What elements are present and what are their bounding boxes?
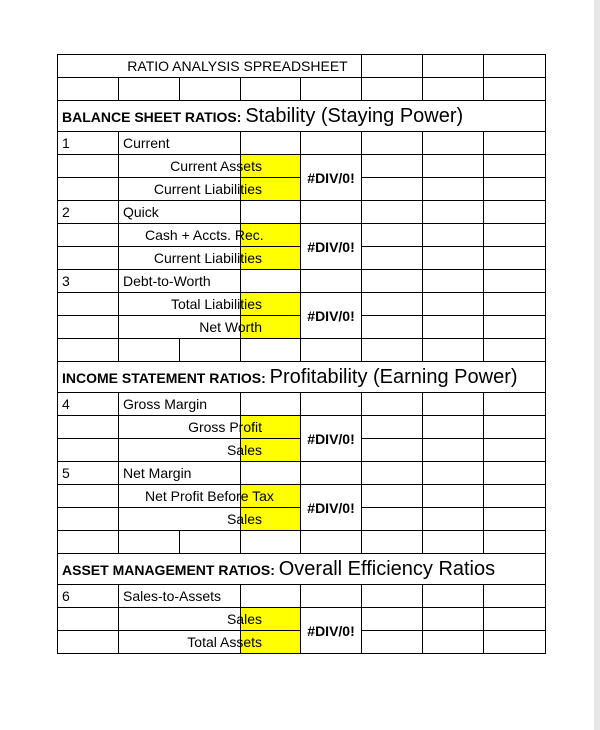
denominator-label: Net Worth <box>119 316 241 339</box>
cell[interactable] <box>484 416 546 439</box>
cell[interactable] <box>484 178 546 201</box>
cell[interactable] <box>484 155 546 178</box>
cell[interactable] <box>241 585 301 608</box>
denominator-label: Current Liabilities <box>119 178 241 201</box>
cell[interactable] <box>423 508 484 531</box>
cell[interactable] <box>423 631 484 654</box>
cell[interactable] <box>241 270 301 293</box>
cell[interactable] <box>484 247 546 270</box>
section-subtitle: Profitability (Earning Power) <box>269 365 518 388</box>
cell[interactable] <box>241 78 301 101</box>
cell[interactable] <box>241 462 301 485</box>
cell[interactable] <box>423 293 484 316</box>
cell[interactable] <box>423 224 484 247</box>
section-header <box>58 362 546 393</box>
cell[interactable] <box>301 585 362 608</box>
cell[interactable] <box>241 201 301 224</box>
ratio-number: 4 <box>58 393 119 416</box>
cell[interactable] <box>301 339 362 362</box>
ratio-number: 2 <box>58 201 119 224</box>
numerator-label: Current Assets <box>119 155 241 178</box>
cell[interactable] <box>362 132 423 155</box>
ratio-row <box>58 132 546 155</box>
ratio-number: 3 <box>58 270 119 293</box>
cell[interactable] <box>484 631 546 654</box>
cell[interactable] <box>423 132 484 155</box>
cell[interactable] <box>241 132 301 155</box>
ratio-row <box>58 462 546 485</box>
ratio-result: #DIV/0! <box>301 224 362 270</box>
cell[interactable] <box>362 485 423 508</box>
cell[interactable] <box>58 631 119 654</box>
cell[interactable] <box>423 462 484 485</box>
cell[interactable] <box>423 393 484 416</box>
cell[interactable] <box>180 531 241 554</box>
cell[interactable] <box>362 201 423 224</box>
cell[interactable] <box>484 462 546 485</box>
section-label: INCOME STATEMENT RATIOS: <box>62 369 266 386</box>
cell[interactable] <box>301 270 362 293</box>
ratio-result: #DIV/0! <box>301 485 362 531</box>
cell[interactable] <box>362 585 423 608</box>
cell[interactable] <box>423 416 484 439</box>
cell[interactable] <box>484 439 546 462</box>
numerator-label: Cash + Accts. Rec. <box>119 224 241 247</box>
cell[interactable] <box>58 224 119 247</box>
numerator-label: Net Profit Before Tax <box>119 485 241 508</box>
cell[interactable] <box>484 270 546 293</box>
cell[interactable] <box>484 55 546 78</box>
cell[interactable] <box>58 531 119 554</box>
numerator-label: Sales <box>119 608 241 631</box>
cell[interactable] <box>484 316 546 339</box>
ratio-name: Current <box>119 132 241 155</box>
cell[interactable] <box>58 247 119 270</box>
cell[interactable] <box>423 247 484 270</box>
cell[interactable] <box>484 508 546 531</box>
cell[interactable] <box>58 316 119 339</box>
ratio-result: #DIV/0! <box>301 293 362 339</box>
ratio-spreadsheet <box>57 54 546 654</box>
cell[interactable] <box>362 531 423 554</box>
cell[interactable] <box>241 393 301 416</box>
cell[interactable] <box>484 531 546 554</box>
cell[interactable] <box>484 293 546 316</box>
ratio-result: #DIV/0! <box>301 155 362 201</box>
cell[interactable] <box>241 531 301 554</box>
cell[interactable] <box>362 55 423 78</box>
cell[interactable] <box>484 608 546 631</box>
numerator-label: Gross Profit <box>119 416 241 439</box>
cell[interactable] <box>58 608 119 631</box>
cell[interactable] <box>362 462 423 485</box>
cell[interactable] <box>301 531 362 554</box>
cell[interactable] <box>119 531 180 554</box>
denominator-label: Sales <box>119 508 241 531</box>
section-label: ASSET MANAGEMENT RATIOS: <box>62 561 275 578</box>
cell[interactable] <box>58 293 119 316</box>
cell[interactable] <box>119 339 180 362</box>
cell[interactable] <box>423 178 484 201</box>
denominator-label: Total Assets <box>119 631 241 654</box>
cell[interactable] <box>362 508 423 531</box>
ratio-number: 6 <box>58 585 119 608</box>
cell[interactable] <box>58 485 119 508</box>
cell[interactable] <box>301 78 362 101</box>
ratio-number: 5 <box>58 462 119 485</box>
cell[interactable] <box>484 78 546 101</box>
ratio-row <box>58 393 546 416</box>
cell[interactable] <box>362 316 423 339</box>
cell[interactable] <box>362 439 423 462</box>
section-label: BALANCE SHEET RATIOS: <box>62 108 242 125</box>
cell[interactable] <box>58 416 119 439</box>
cell[interactable] <box>301 201 362 224</box>
ratio-row <box>58 585 546 608</box>
cell[interactable] <box>119 78 180 101</box>
cell[interactable] <box>58 178 119 201</box>
sheet-title: RATIO ANALYSIS SPREADSHEET <box>58 55 362 78</box>
cell[interactable] <box>241 339 301 362</box>
cell[interactable] <box>58 439 119 462</box>
cell[interactable] <box>180 78 241 101</box>
ratio-number: 1 <box>58 132 119 155</box>
cell[interactable] <box>58 155 119 178</box>
cell[interactable] <box>423 531 484 554</box>
cell[interactable] <box>484 224 546 247</box>
ratio-row <box>58 270 546 293</box>
cell[interactable] <box>484 485 546 508</box>
cell[interactable] <box>423 55 484 78</box>
cell[interactable] <box>423 485 484 508</box>
cell[interactable] <box>423 316 484 339</box>
cell[interactable] <box>423 155 484 178</box>
section-subtitle: Stability (Staying Power) <box>245 104 464 127</box>
cell[interactable] <box>362 270 423 293</box>
numerator-label: Total Liabilities <box>119 293 241 316</box>
cell[interactable] <box>362 178 423 201</box>
cell[interactable] <box>362 393 423 416</box>
ratio-name: Net Margin <box>119 462 241 485</box>
cell[interactable] <box>180 339 241 362</box>
cell[interactable] <box>423 270 484 293</box>
ratio-result: #DIV/0! <box>301 608 362 654</box>
cell[interactable] <box>362 247 423 270</box>
ratio-name: Debt-to-Worth <box>119 270 241 293</box>
cell[interactable] <box>301 393 362 416</box>
ratio-name: Sales-to-Assets <box>119 585 241 608</box>
cell[interactable] <box>484 393 546 416</box>
section-header <box>58 554 546 585</box>
cell[interactable] <box>362 339 423 362</box>
cell[interactable] <box>423 201 484 224</box>
cell[interactable] <box>423 339 484 362</box>
denominator-label: Current Liabilities <box>119 247 241 270</box>
ratio-result: #DIV/0! <box>301 416 362 462</box>
cell[interactable] <box>362 608 423 631</box>
cell[interactable] <box>58 508 119 531</box>
cell[interactable] <box>423 585 484 608</box>
page-edge <box>594 0 600 730</box>
cell[interactable] <box>58 78 119 101</box>
cell[interactable] <box>423 78 484 101</box>
cell[interactable] <box>484 339 546 362</box>
cell[interactable] <box>362 78 423 101</box>
cell[interactable] <box>362 155 423 178</box>
ratio-name: Quick <box>119 201 241 224</box>
cell[interactable] <box>362 631 423 654</box>
cell[interactable] <box>58 339 119 362</box>
cell[interactable] <box>301 462 362 485</box>
section-subtitle: Overall Efficiency Ratios <box>278 557 496 580</box>
cell[interactable] <box>484 201 546 224</box>
cell[interactable] <box>423 608 484 631</box>
ratio-name: Gross Margin <box>119 393 241 416</box>
cell[interactable] <box>362 293 423 316</box>
cell[interactable] <box>362 224 423 247</box>
cell[interactable] <box>301 132 362 155</box>
denominator-label: Sales <box>119 439 241 462</box>
cell[interactable] <box>362 416 423 439</box>
cell[interactable] <box>484 132 546 155</box>
cell[interactable] <box>423 439 484 462</box>
cell[interactable] <box>484 585 546 608</box>
ratio-row <box>58 201 546 224</box>
section-header <box>58 101 546 132</box>
